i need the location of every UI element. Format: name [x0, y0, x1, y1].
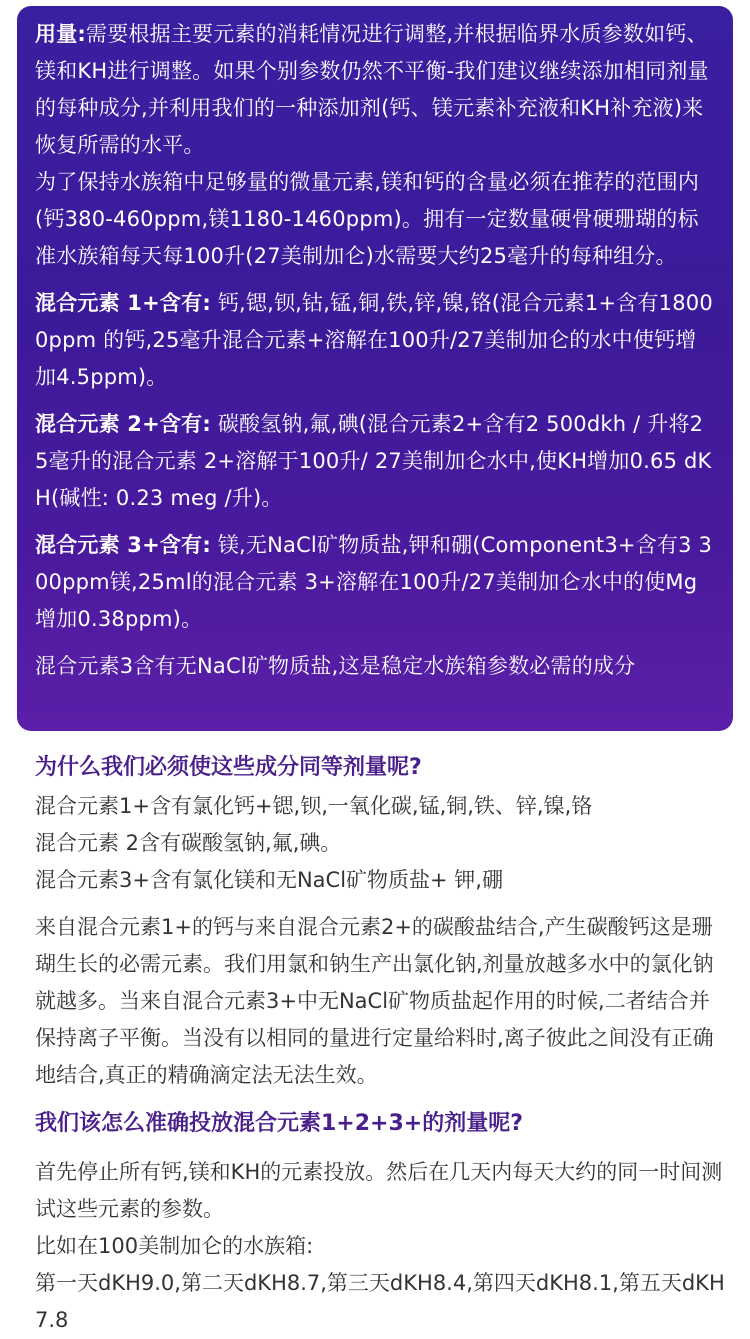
component2-text: 碳酸氢钠,氟,碘(混合元素2+含有2 500dkh / 升将25毫升的混合元素 2+溶解于100升/ 27美制加仑水中,使KH增加0.65 dKH(碱性: 0.23 meg /升)。: [35, 412, 712, 510]
component2-paragraph: [35, 406, 715, 517]
component3-label: 混合元素 3+含有:: [35, 533, 211, 557]
how-days-readings: 第一天dKH9.0,第二天dKH8.7,第三天dKH8.4,第四天dKH8.1,第五天dKH7.8: [35, 1271, 725, 1332]
component3-note: 混合元素3含有无NaCl矿物质盐,这是稳定水族箱参数必需的成分: [35, 654, 636, 678]
why-paragraph: 来自混合元素1+的钙与来自混合元素2+的碳酸盐结合,产生碳酸钙这是珊瑚生长的必需元素。我们用氯和钠生产出氯化钠,剂量放越多水中的氯化钠就越多。当来自混合元素3+中无NaCl矿物质盐起作用的时候,二者结合并保持离子平衡。当没有以相同的量进行定量给料时,离子彼此之间没有正确地结合,真正的精确滴定法无法生效。: [35, 915, 714, 1087]
why-heading: 为什么我们必须使这些成分同等剂量呢?: [35, 755, 422, 780]
component-info-panel: [17, 6, 733, 731]
component1-label: 混合元素 1+含有:: [35, 291, 211, 315]
usage-paragraph: [35, 16, 715, 164]
how-heading: 我们该怎么准确投放混合元素1+2+3+的剂量呢?: [35, 1111, 523, 1136]
component2-label: 混合元素 2+含有:: [35, 412, 211, 436]
usage-label: 用量:: [35, 22, 86, 46]
component3-paragraph: [35, 527, 715, 638]
why-line-component1: 混合元素1+含有氯化钙+锶,钡,一氧化碳,锰,铜,铁、锌,镍,铬: [35, 794, 593, 818]
maintain-paragraph: 为了保持水族箱中足够量的微量元素,镁和钙的含量必须在推荐的范围内(钙380-460ppm,镁1180-1460ppm)。拥有一定数量硬骨硬珊瑚的标准水族箱每天每100升(27美制加仑)水需要大约25毫升的每种组分。: [35, 170, 700, 268]
explanation-section: [35, 748, 725, 1339]
how-paragraph: 首先停止所有钙,镁和KH的元素投放。然后在几天内每天大约的同一时间测试这些元素的参数。: [35, 1160, 723, 1221]
why-line-component3: 混合元素3+含有氯化镁和无NaCl矿物质盐+ 钾,硼: [35, 868, 503, 892]
how-example: 比如在100美制加仑的水族箱:: [35, 1234, 314, 1258]
component1-paragraph: [35, 285, 715, 396]
why-line-component2: 混合元素 2含有碳酸氢钠,氟,碘。: [35, 831, 342, 855]
usage-text: 需要根据主要元素的消耗情况进行调整,并根据临界水质参数如钙、镁和KH进行调整。如果个别参数仍然不平衡-我们建议继续添加相同剂量的每种成分,并利用我们的一种添加剂(钙、镁元素补充液和KH补充液)来恢复所需的水平。: [35, 22, 709, 157]
component3-text: 镁,无NaCl矿物质盐,钾和硼(Component3+含有3 300ppm镁,25ml的混合元素 3+溶解在100升/27美制加仑水中的使Mg增加0.38ppm)。: [35, 533, 713, 631]
component1-text: 钙,锶,钡,钴,锰,铜,铁,锌,镍,铬(混合元素1+含有18000ppm 的钙,25毫升混合元素+溶解在100升/27美制加仑的水中使钙增加4.5ppm)。: [35, 291, 713, 389]
